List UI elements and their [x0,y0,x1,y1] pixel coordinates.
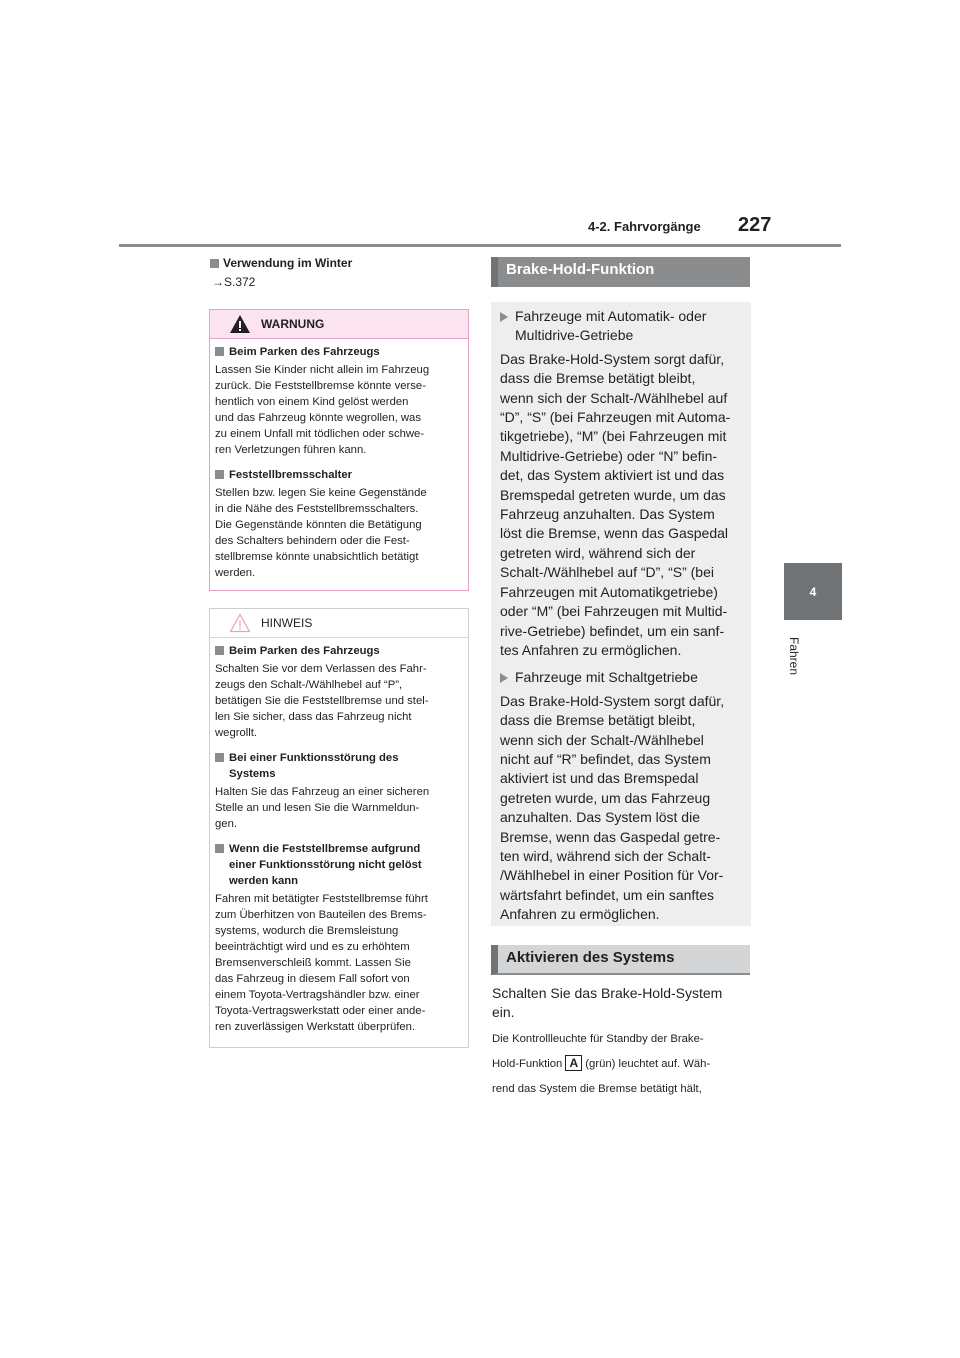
warning-header [210,310,468,339]
warning-triangle-icon [229,314,251,334]
text-line: Stellen bzw. legen Sie keine Gegenstände [215,487,427,499]
text-line: Toyota-Vertragswerkstatt oder einer ande- [215,1005,426,1017]
text-line: und das Fahrzeug könnte wegrollen, was [215,412,421,424]
triangle-bullet-icon [500,312,508,322]
text-line: getreten wird, während sich der [500,544,696,561]
caution-triangle-icon [229,613,251,633]
text-line: wärtsfahrt befindet, um ein sanftes [500,886,714,903]
text-line: Stelle an und lesen Sie die Warnmeldun- [215,802,420,814]
winter-page-ref[interactable]: →S.372 [212,275,256,289]
chapter-tab [784,563,842,620]
text-line: Halten Sie das Fahrzeug an einer sicheren [215,786,430,798]
text-line: Schalt-/Wählhebel auf “D”, “S” (bei [500,564,714,581]
chapter-number: 4 [809,584,817,599]
activation-title: Aktivieren des Systems [491,945,750,975]
text-line: tikgetriebe), “M” (bei Fahrzeugen mit [500,428,727,445]
winter-heading [210,256,352,270]
text-line: stellbremse könnte unabsichtlich betätigt [215,551,419,563]
text-line: Das Brake-Hold-System sorgt dafür, [500,350,725,367]
condition-automatic [500,307,743,346]
text-line: aktiviert ist und das Bremspedal [500,770,699,787]
square-bullet-icon [215,753,224,762]
text-line: hentlich von einem Kind gelöst werden [215,396,409,408]
text-fragment: Hold-Funktion [492,1058,563,1070]
text-line: Anfahren zu ermöglichen. [500,906,660,923]
text-fragment: (grün) leuchtet auf. Wäh- [585,1058,711,1070]
condition-label: Fahrzeuge mit Schaltgetriebe [515,669,698,686]
text-line: Schalten Sie das Brake-Hold-System [492,985,723,1001]
text-line: rend das System die Bremse betätigt hält, [492,1083,702,1095]
text-line: Lassen Sie Kinder nicht allein im Fahrzeug [215,364,430,376]
notice-subheading [215,841,462,889]
warning-subheading-text: Beim Parken des Fahrzeugs [229,346,380,358]
winter-heading-text: Verwendung im Winter [223,256,353,270]
warning-subheading [215,467,462,483]
brake-hold-panel [491,302,751,926]
notice-paragraph [215,661,462,741]
notice-box [209,608,469,1048]
text-line: getreten wurde, um das Fahrzeug [500,789,711,806]
text-line: ren Verletzungen führen kann. [215,444,367,456]
condition-label: Multidrive-Getriebe [515,327,634,344]
text-line: ren zuverlässigen Werkstatt überprüfen. [215,1021,416,1033]
text-line [492,1052,754,1077]
notice-subheading-text: Systems [229,768,276,780]
warning-box [209,309,469,591]
text-line: ein. [492,1004,515,1020]
text-line: wenn sich der Schalt-/Wählhebel auf [500,389,728,406]
notice-paragraph [215,891,462,1035]
activation-instruction [492,984,750,1022]
notice-paragraph [215,784,462,832]
text-line: zu einem Unfall mit tödlichen oder schwe- [215,428,425,440]
notice-subheading-text: Wenn die Feststellbremse aufgrund [229,843,421,855]
text-line: len Sie sicher, dass das Fahrzeug nicht [215,711,412,723]
text-line: in die Nähe des Feststellbremsschalters. [215,503,419,515]
square-bullet-icon [215,470,224,479]
notice-header [210,609,468,638]
text-line: dass die Bremse betätigt bleibt, [500,370,696,387]
square-bullet-icon [215,646,224,655]
condition-label: Fahrzeuge mit Automatik- oder [515,308,707,324]
condition-text [500,692,743,925]
text-line: rive-Getriebe) befindet, um ein sanf- [500,622,725,639]
text-line: zum Überhitzen von Bauteilen des Brems- [215,909,427,921]
text-line: systems, wodurch die Bremsleistung [215,925,399,937]
warning-paragraph [215,362,462,458]
text-line: Das Brake-Hold-System sorgt dafür, [500,692,725,709]
text-line: Fahren mit betätigter Feststellbremse führt [215,893,428,905]
notice-subheading-text: werden kann [229,875,299,887]
notice-subheading-text: einer Funktionsstörung nicht gelöst [229,859,422,871]
text-line: Bremse, wenn das Gaspedal getre- [500,828,721,845]
notice-body [210,638,468,1035]
chapter-label-text: Fahren [787,636,801,676]
text-line: Die Gegenstände könnten die Betätigung [215,519,422,531]
square-bullet-icon [210,259,219,268]
condition-manual [500,668,743,687]
warning-subheading-text: Feststellbremsschalter [229,469,353,481]
text-line: Bremspedal getreten wurde, um das [500,486,726,503]
text-line: des Schalters behindern oder die Fest- [215,535,410,547]
text-line: das Fahrzeug in diesem Fall sofort von [215,973,410,985]
text-line: nicht auf “R” befindet, das System [500,750,711,767]
warning-body [210,339,468,581]
text-line: Bremsenverschleiß kommt. Lassen Sie [215,957,411,969]
text-line: betätigen Sie die Feststellbremse und stel- [215,695,429,707]
chapter-label [781,632,807,680]
text-line: “D”, “S” (bei Fahrzeugen mit Automa- [500,409,731,426]
text-line: /Wählhebel in einer Position für Vor- [500,867,724,884]
text-line: einem Toyota-Vertragshändler bzw. einer [215,989,420,1001]
text-line: Fahrzeugen mit Automatikgetriebe) [500,583,718,600]
brake-hold-title: Brake-Hold-Funktion [491,257,750,287]
text-line: dass die Bremse betätigt bleibt, [500,712,696,729]
text-line: anzuhalten. Das System löst die [500,809,700,826]
text-line: tes Anfahren zu ermöglichen. [500,641,682,658]
notice-subheading-text: Beim Parken des Fahrzeugs [229,645,380,657]
notice-title: HINWEIS [261,616,313,630]
text-line: werden. [215,567,256,579]
text-line: Fahrzeug anzuhalten. Das System [500,506,715,523]
notice-subheading [215,750,462,782]
text-line: wegrollt. [215,727,258,739]
text-line: Multidrive-Getriebe) oder “N” befin- [500,447,718,464]
page-number: 227 [738,214,772,236]
text-line: Schalten Sie vor dem Verlassen des Fahr- [215,663,427,675]
text-line: beeinträchtigt wird und es zu erhöhtem [215,941,410,953]
warning-paragraph [215,485,462,581]
warning-subheading [215,344,462,360]
text-line: ten wird, während sich der Schalt- [500,847,711,864]
notice-subheading [215,643,462,659]
activation-detail [492,1027,754,1102]
condition-text [500,350,743,661]
text-line: oder “M” (bei Fahrzeugen mit Multid- [500,603,728,620]
text-line: zurück. Die Feststellbremse könnte verse- [215,380,426,392]
section-header: 4-2. Fahrvorgänge [588,219,701,234]
text-line: löst die Bremse, wenn das Gaspedal [500,525,729,542]
text-line: det, das System aktiviert ist und das [500,467,725,484]
square-bullet-icon [215,347,224,356]
indicator-label-a: A [565,1055,582,1071]
text-line: Die Kontrollleuchte für Standby der Brake- [492,1033,704,1045]
warning-title: WARNUNG [261,317,325,331]
square-bullet-icon [215,844,224,853]
text-line: gen. [215,818,237,830]
text-line: zeugs den Schalt-/Wählhebel auf “P”, [215,679,403,691]
triangle-bullet-icon [500,673,508,683]
text-line: wenn sich der Schalt-/Wählhebel [500,731,704,748]
header-rule [119,244,841,247]
notice-subheading-text: Bei einer Funktionsstörung des [229,752,399,764]
